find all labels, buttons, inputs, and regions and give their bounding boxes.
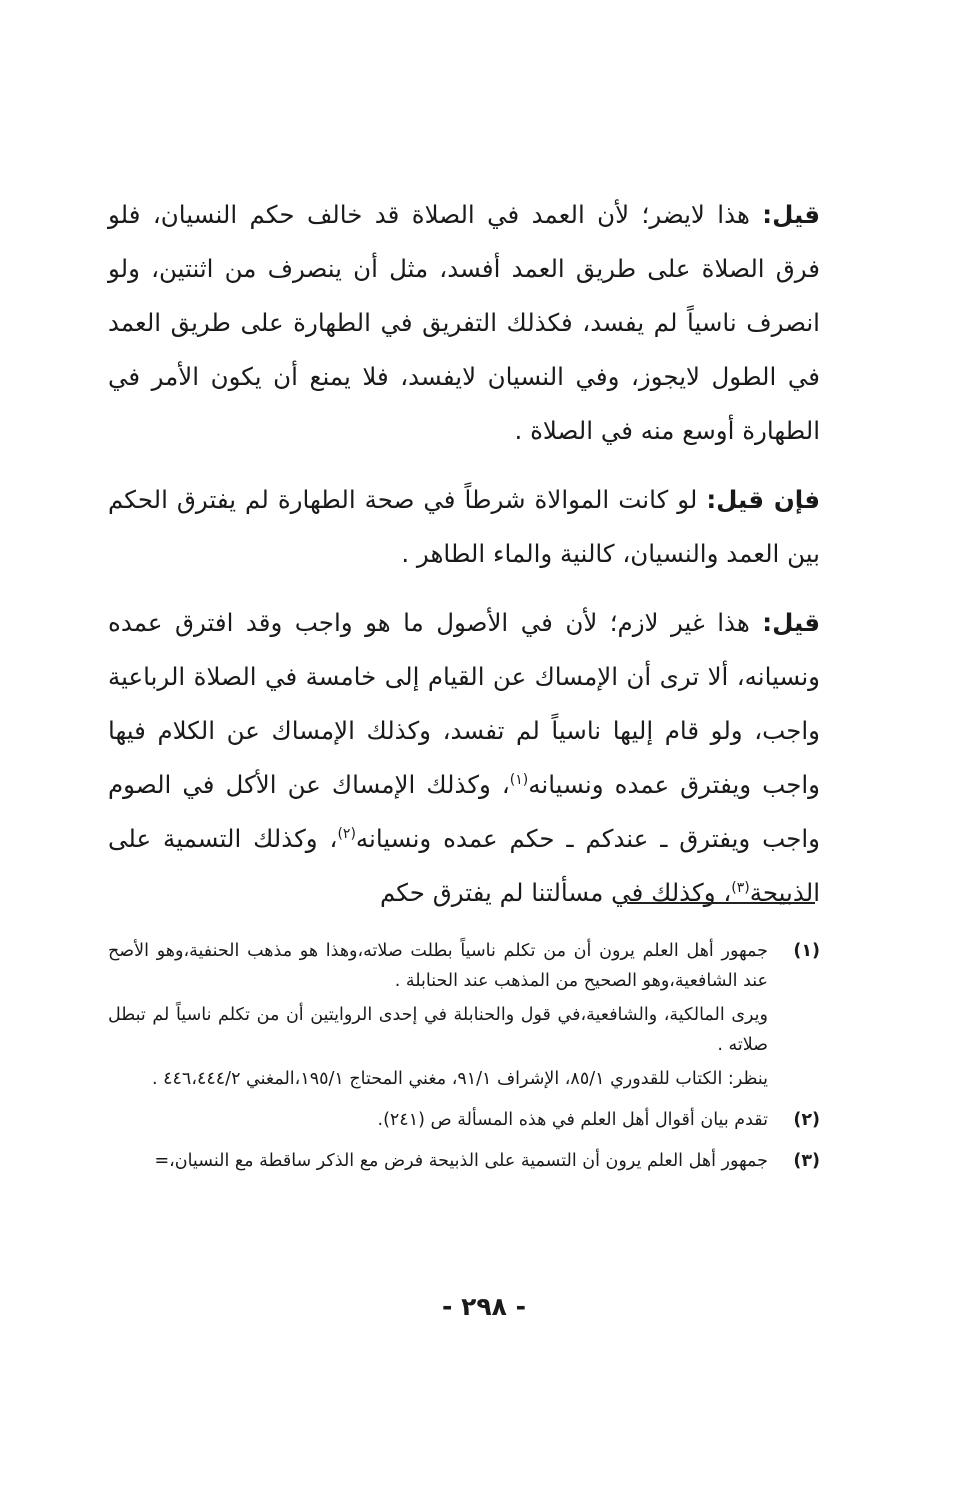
paragraph-text: ، وكذلك التسمية على الذبيحة [108,824,820,907]
paragraph-text: هذا لايضر؛ لأن العمد في الصلاة قد خالف حكم النسيان، فلو فرق الصلاة على طريق العمد أفسد، مثل أن ينصرف من اثنتين، ولو انصرف ناسياً لم يفسد، فكذلك التفريق في الطهارة على طريق العمد في الطول لايجوز، وفي النسيان لايفسد، فلا يمنع أن يكون الأمر في الطهارة أوسع منه في الصلاة . [108,200,820,445]
footnote-number: (٣) [793,1151,820,1171]
footnote-3 [108,1146,820,1180]
footnote-line: تقدم بيان أقوال أهل العلم في هذه المسألة ص (٢٤١). [377,1110,768,1130]
footnote-body [108,1105,768,1139]
footnote-1 [108,936,820,1098]
paragraph-3 [108,596,820,920]
paragraph-2 [108,473,820,581]
footnote-line: ويرى المالكية، والشافعية،في قول والحنابلة في إحدى الروايتين أن من تكلم ناسياً لم تبطل صلاته . [108,1005,768,1055]
footnote-line: جمهور أهل العلم يرون أن التسمية على الذبيحة فرض مع الذكر ساقطة مع النسيان،= [154,1151,768,1171]
footnote-ref-3[interactable]: (٣) [731,879,750,896]
footnote-body [108,936,768,1098]
paragraph-text: هذا غير لازم؛ لأن في الأصول ما هو واجب وقد افترق عمده ونسيانه، ألا ترى أن الإمساك عن القيام إلى خامسة في الصلاة الرباعية واجب، ولو قام إليها ناسياً لم تفسد، وكذلك الإمساك عن الكلام فيها واجب ويفترق عمده ونسيانه [108,608,820,799]
page-number: - ٢٩٨ - [442,1292,526,1321]
paragraph-1 [108,188,820,458]
paragraph-text: ، وكذلك في مسألتنا لم يفترق حكم [379,878,732,907]
footnote-line: ينظر: الكتاب للقدوري ٨٥/١، الإشراف ٩١/١، مغني المحتاج ١٩٥/١،المغني ٤٤٦،٤٤٤/٢ . [151,1069,768,1089]
footnotes [108,936,820,1187]
footnote-body [108,1146,768,1180]
footnote-2 [108,1105,820,1139]
footnote-divider [627,902,815,904]
paragraph-text: لو كانت الموالاة شرطاً في صحة الطهارة لم يفترق الحكم بين العمد والنسيان، كالنية والماء الطاهر . [108,485,820,568]
footnote-number: (٢) [793,1110,820,1130]
paragraph-text: ، وكذلك الإمساك عن الأكل في الصوم واجب ويفترق ـ عندكم ـ حكم عمده ونسيانه [108,770,821,853]
paragraph-lead: قيل: [762,200,820,229]
footnote-number: (١) [793,941,820,961]
footnote-line: جمهور أهل العلم يرون أن من تكلم ناسياً بطلت صلاته،وهذا هو مذهب الحنفية،وهو الأصح عند الشافعية،وهو الصحيح من المذهب عند الحنابلة . [108,941,768,991]
footnote-ref-1[interactable]: (١) [509,771,529,788]
paragraph-lead: فإن قيل: [706,485,820,514]
main-text [108,188,820,935]
footnote-ref-2[interactable]: (٢) [337,825,356,842]
paragraph-lead: قيل: [762,608,820,637]
